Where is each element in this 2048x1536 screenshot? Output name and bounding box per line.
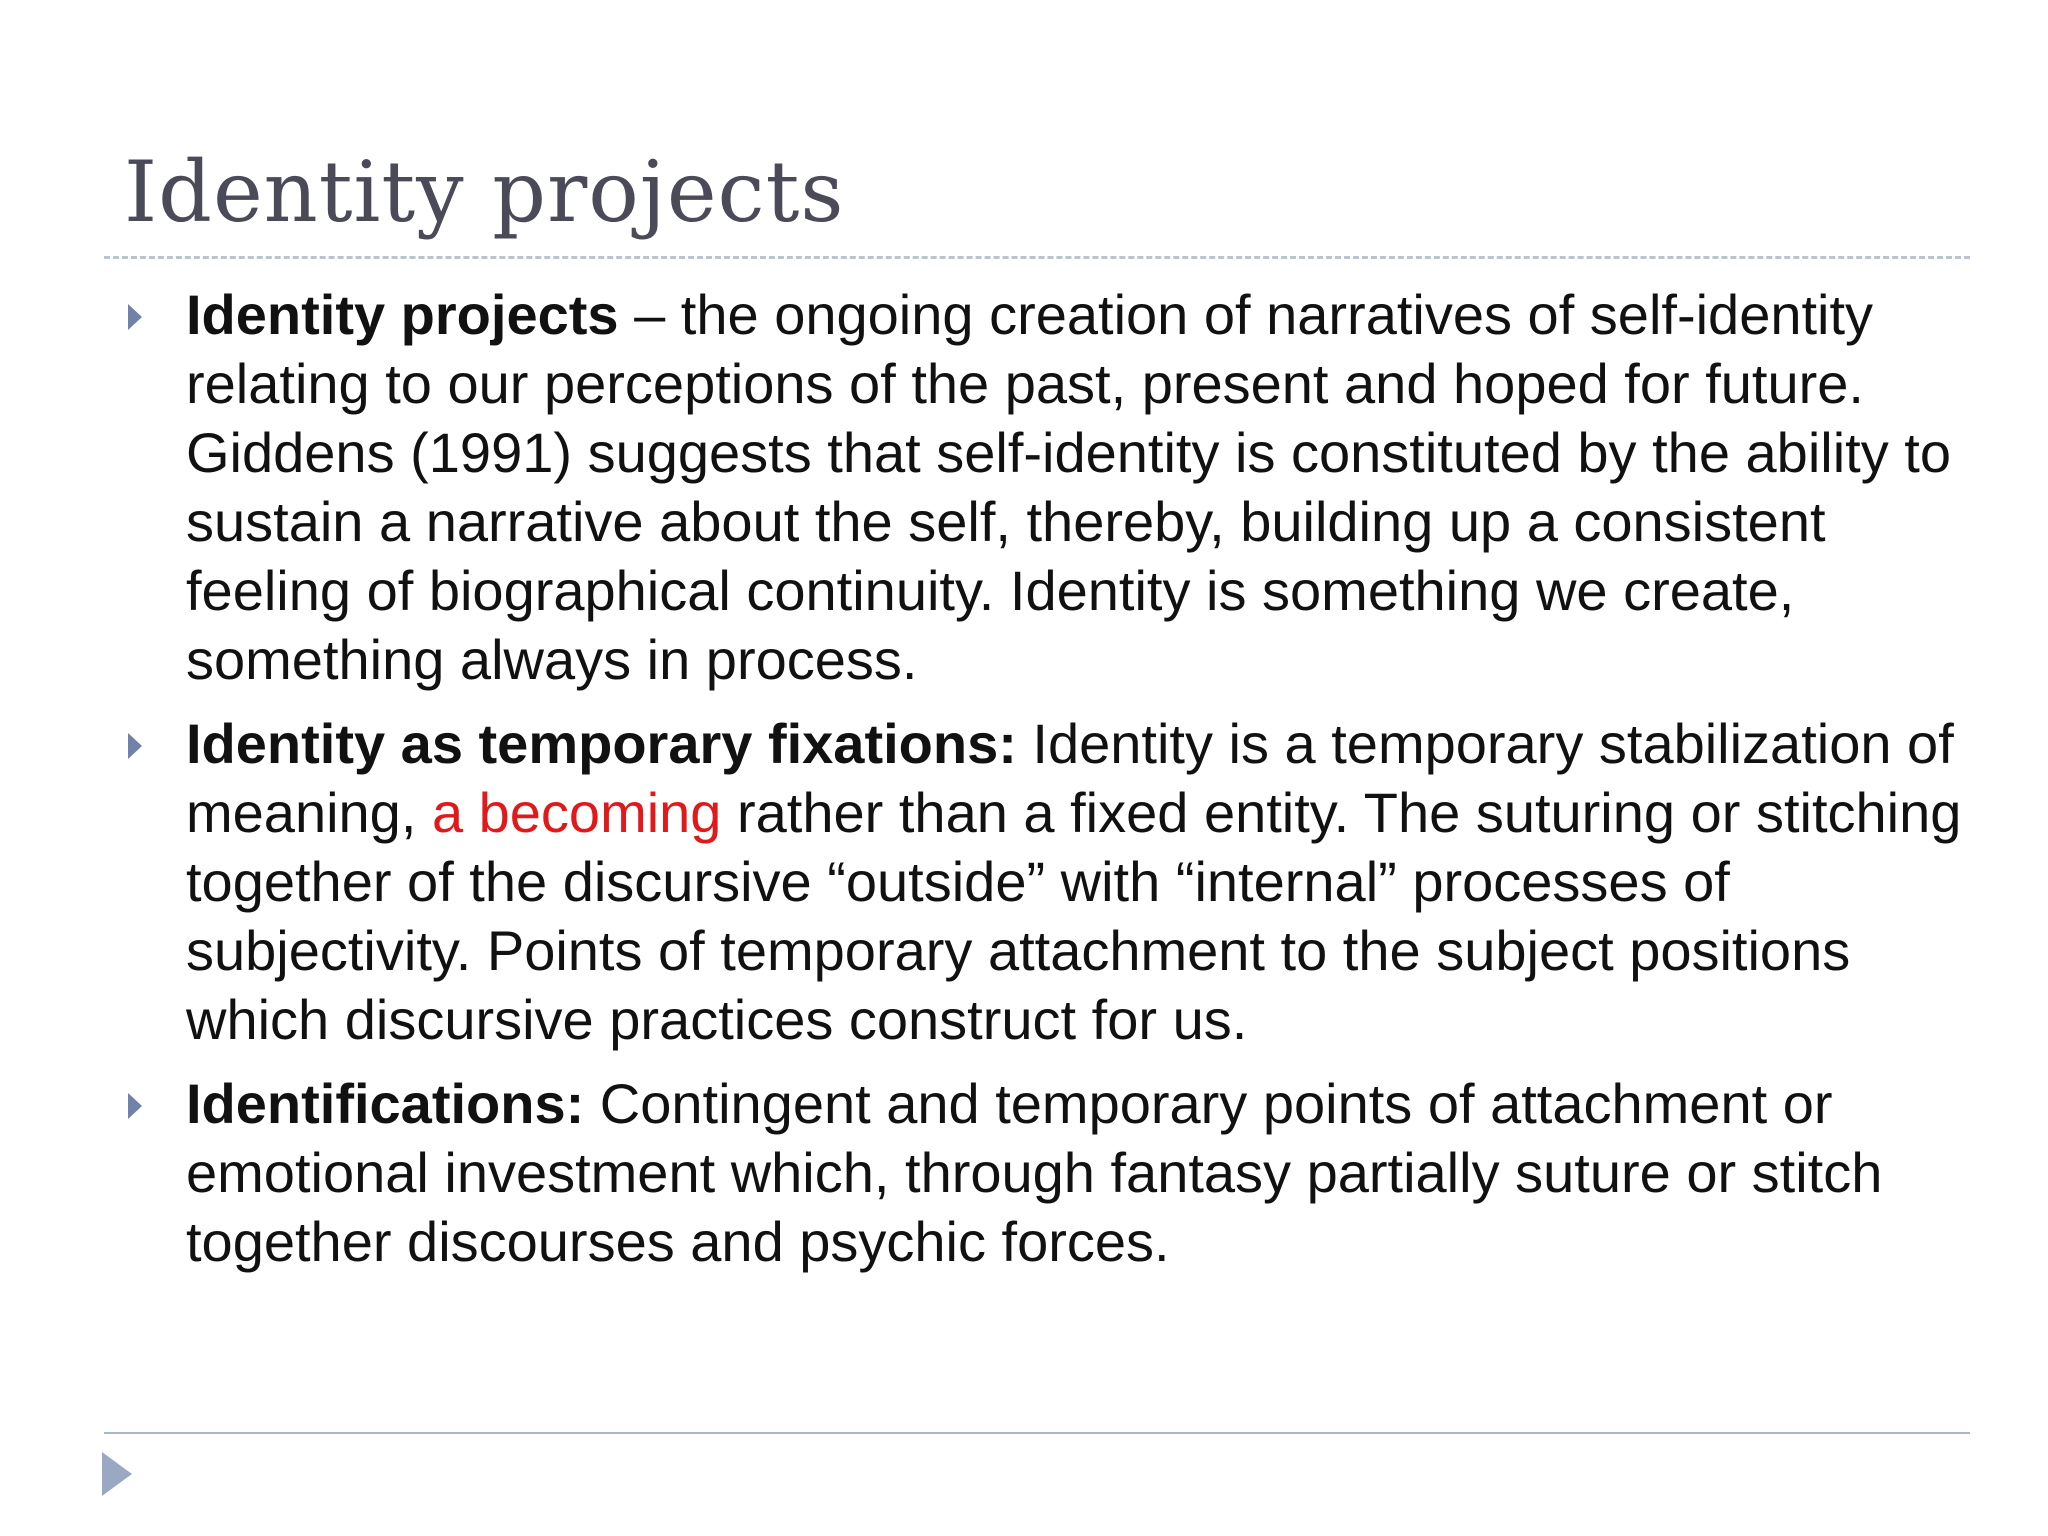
bullet-identity-projects — [118, 280, 1978, 694]
slide-title: Identity projects — [124, 143, 845, 241]
bullet-list — [118, 280, 1978, 1291]
bullet-arrow-icon — [128, 733, 142, 759]
bullet-text: Identity is a temporary stabilization of meaning, — [186, 712, 1954, 844]
next-slide-icon[interactable] — [102, 1452, 132, 1496]
bullet-temporary-fixations — [118, 709, 1978, 1054]
bullet-text: – the ongoing creation of narratives of self-identity relating to our perceptions of the past, present and hoped for future. Giddens (1991) suggests that self-identity is constituted by the ability to sustain a narrative about the self, thereby, building up a consistent feeling of biographical continuity. Identity is something we create, something always in process. — [186, 283, 1951, 691]
footer-divider — [104, 1432, 1970, 1434]
highlighted-phrase: a becoming — [431, 781, 722, 844]
bullet-text: rather than a fixed entity. The suturing or stitching together of the discursive “outside” with “internal” processes of subjectivity. Points of temporary attachment to the subject positions which discursive practices construct for us. — [186, 781, 1962, 1051]
bullet-term: Identity projects — [186, 283, 619, 346]
title-divider — [104, 256, 1970, 259]
bullet-term: Identifications: — [186, 1072, 585, 1135]
bullet-text: Contingent and temporary points of attachment or emotional investment which, through fantasy partially suture or stitch together discourses and psychic forces. — [186, 1072, 1883, 1273]
bullet-arrow-icon — [128, 304, 142, 330]
bullet-identifications — [118, 1069, 1978, 1276]
bullet-arrow-icon — [128, 1093, 142, 1119]
bullet-term: Identity as temporary fixations: — [186, 712, 1017, 775]
